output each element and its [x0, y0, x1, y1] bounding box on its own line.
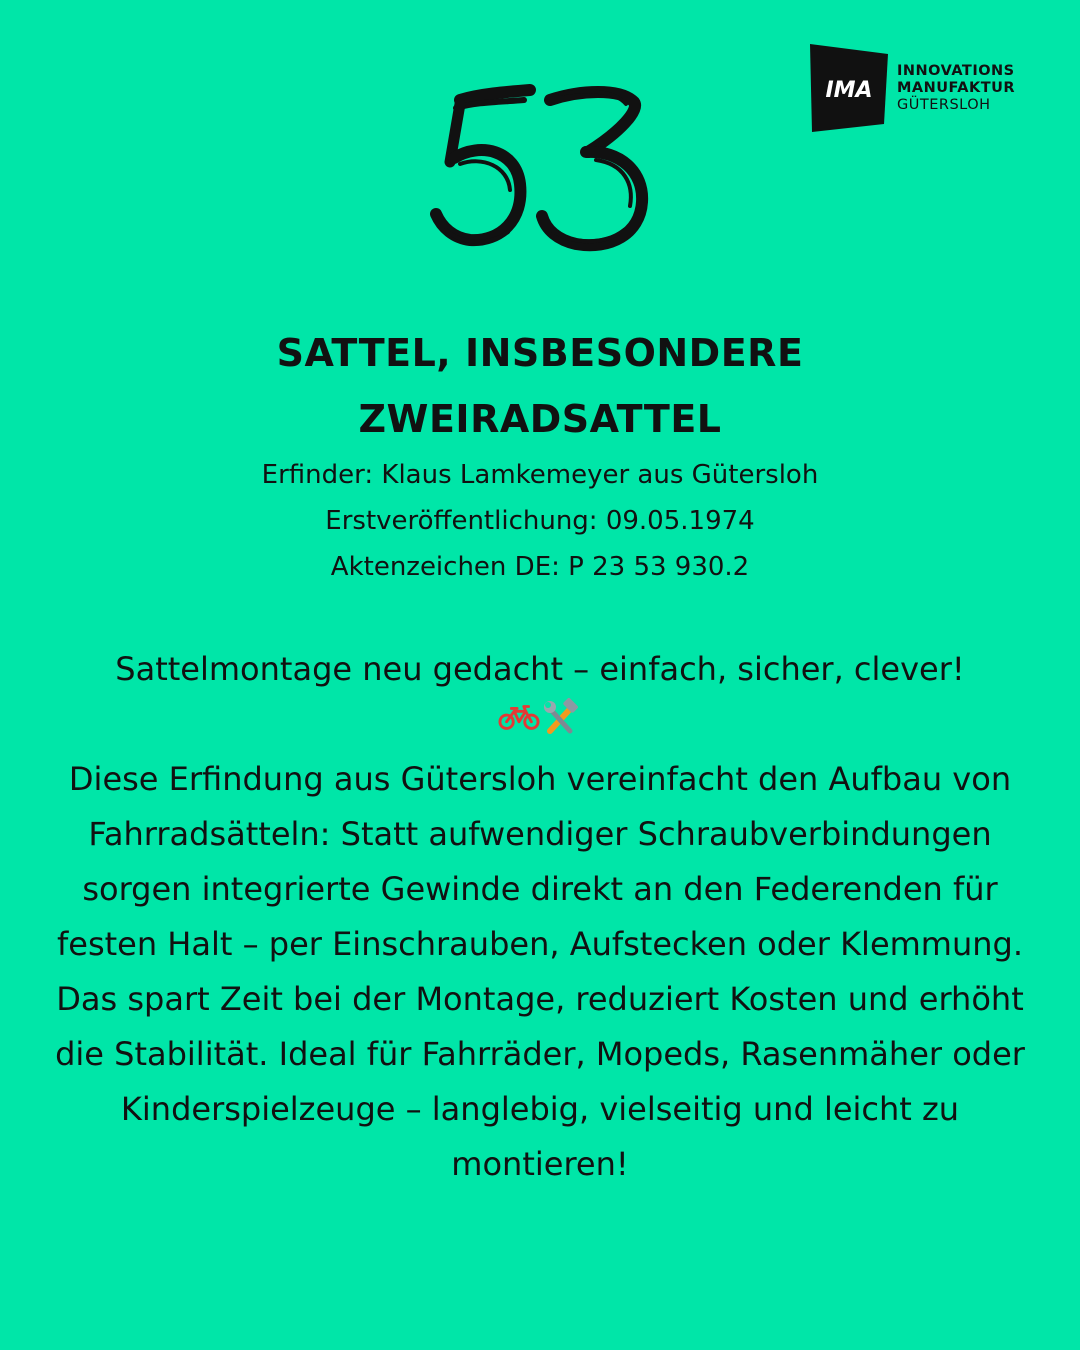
patent-description-block — [50, 642, 1030, 1192]
logo-line-guetersloh: GÜTERSLOH — [897, 97, 991, 113]
tagline: Sattelmontage neu gedacht – einfach, sicher, clever! — [115, 650, 965, 688]
logo-line-manufaktur: MANUFAKTUR — [897, 80, 1016, 96]
patent-meta — [0, 452, 1080, 590]
patent-title-line-2: ZWEIRADSATTEL — [358, 397, 722, 441]
publication-date-line: Erstveröffentlichung: 09.05.1974 — [325, 506, 755, 536]
patent-title — [0, 320, 1080, 452]
patent-title-line-1: SATTEL, INSBESONDERE — [276, 331, 804, 375]
file-number-line: Aktenzeichen DE: P 23 53 930.2 — [330, 552, 750, 582]
entry-number — [420, 80, 660, 260]
emoji-row — [50, 697, 1030, 752]
logo-mark-text: IMA — [825, 78, 873, 103]
bicycle-icon — [498, 703, 540, 731]
logo-line-innovations: INNOVATIONS — [897, 63, 1015, 79]
ima-logo-mark — [810, 44, 888, 132]
inventor-line: Erfinder: Klaus Lamkemeyer aus Gütersloh — [261, 460, 819, 490]
hammer-wrench-icon — [540, 697, 580, 737]
ima-logo — [810, 44, 1050, 134]
logo-text — [897, 63, 1015, 114]
description: Diese Erfindung aus Gütersloh vereinfacht den Aufbau von Fahrradsätteln: Statt aufwendiger Schraubverbindungen sorgen integrierte Gewinde direkt an den Federenden für festen Halt – per Einschrauben, Aufstecken oder Klemmung. Das spart Zeit bei der Montage, reduziert Kosten und erhöht die Stabilität. Ideal für Fahrräder, Mopeds, Rasenmäher oder Kinderspielzeuge – langlebig, vielseitig und leicht zu montieren! — [55, 760, 1025, 1183]
